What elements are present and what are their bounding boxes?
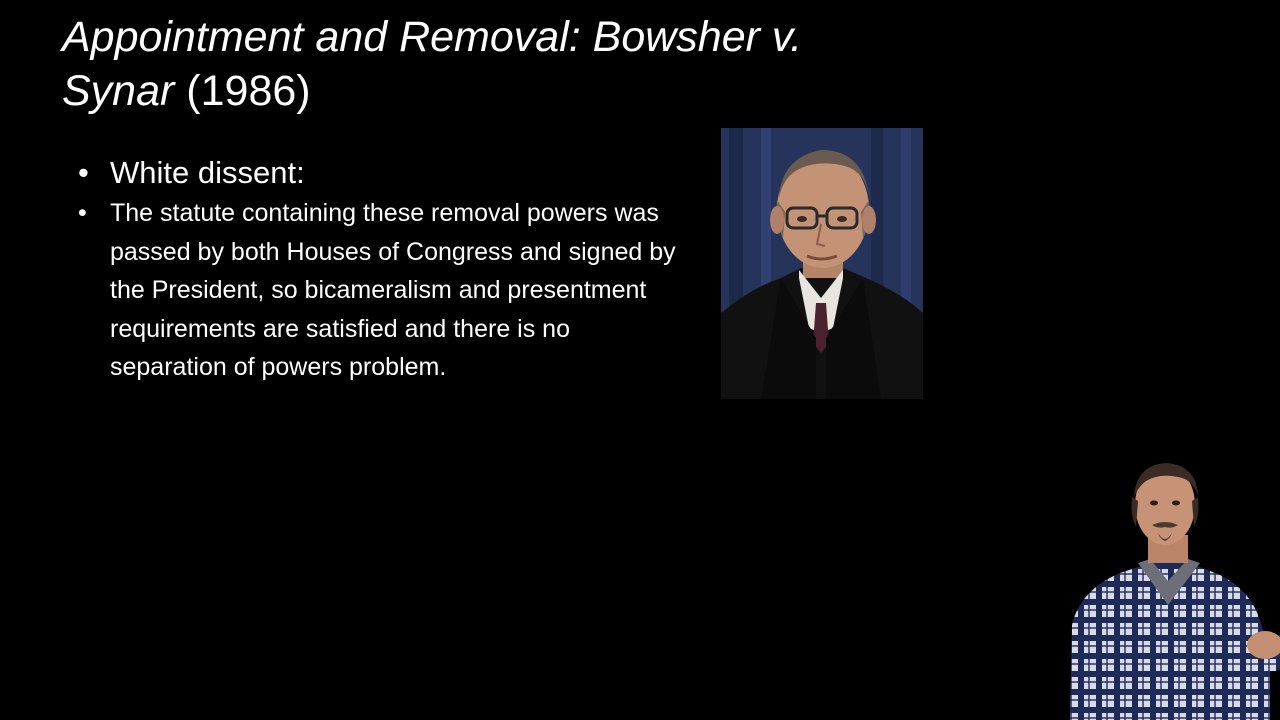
justice-portrait-photo bbox=[721, 128, 923, 399]
bullet-item bbox=[78, 194, 678, 387]
title-year: (1986) bbox=[174, 67, 311, 115]
presenter-illustration bbox=[1060, 455, 1280, 720]
bullet-text: White dissent: bbox=[110, 155, 305, 190]
bullet-marker: • bbox=[78, 199, 87, 227]
slide-title bbox=[62, 10, 882, 118]
bullet-item bbox=[78, 152, 678, 194]
bullet-marker: • bbox=[78, 155, 89, 190]
presenter-video-overlay bbox=[1060, 455, 1280, 720]
title-italic-line-2: Synar bbox=[62, 67, 175, 115]
bullet-list bbox=[78, 152, 678, 387]
title-italic-line-1: Appointment and Removal: Bowsher v. bbox=[62, 13, 803, 61]
bullet-text: The statute containing these removal powers was passed by both Houses of Congress and signed by the President, so bicameralism and presentment requirements are satisfied and there is no separation of powers problem. bbox=[110, 199, 676, 381]
portrait-illustration bbox=[721, 128, 923, 399]
